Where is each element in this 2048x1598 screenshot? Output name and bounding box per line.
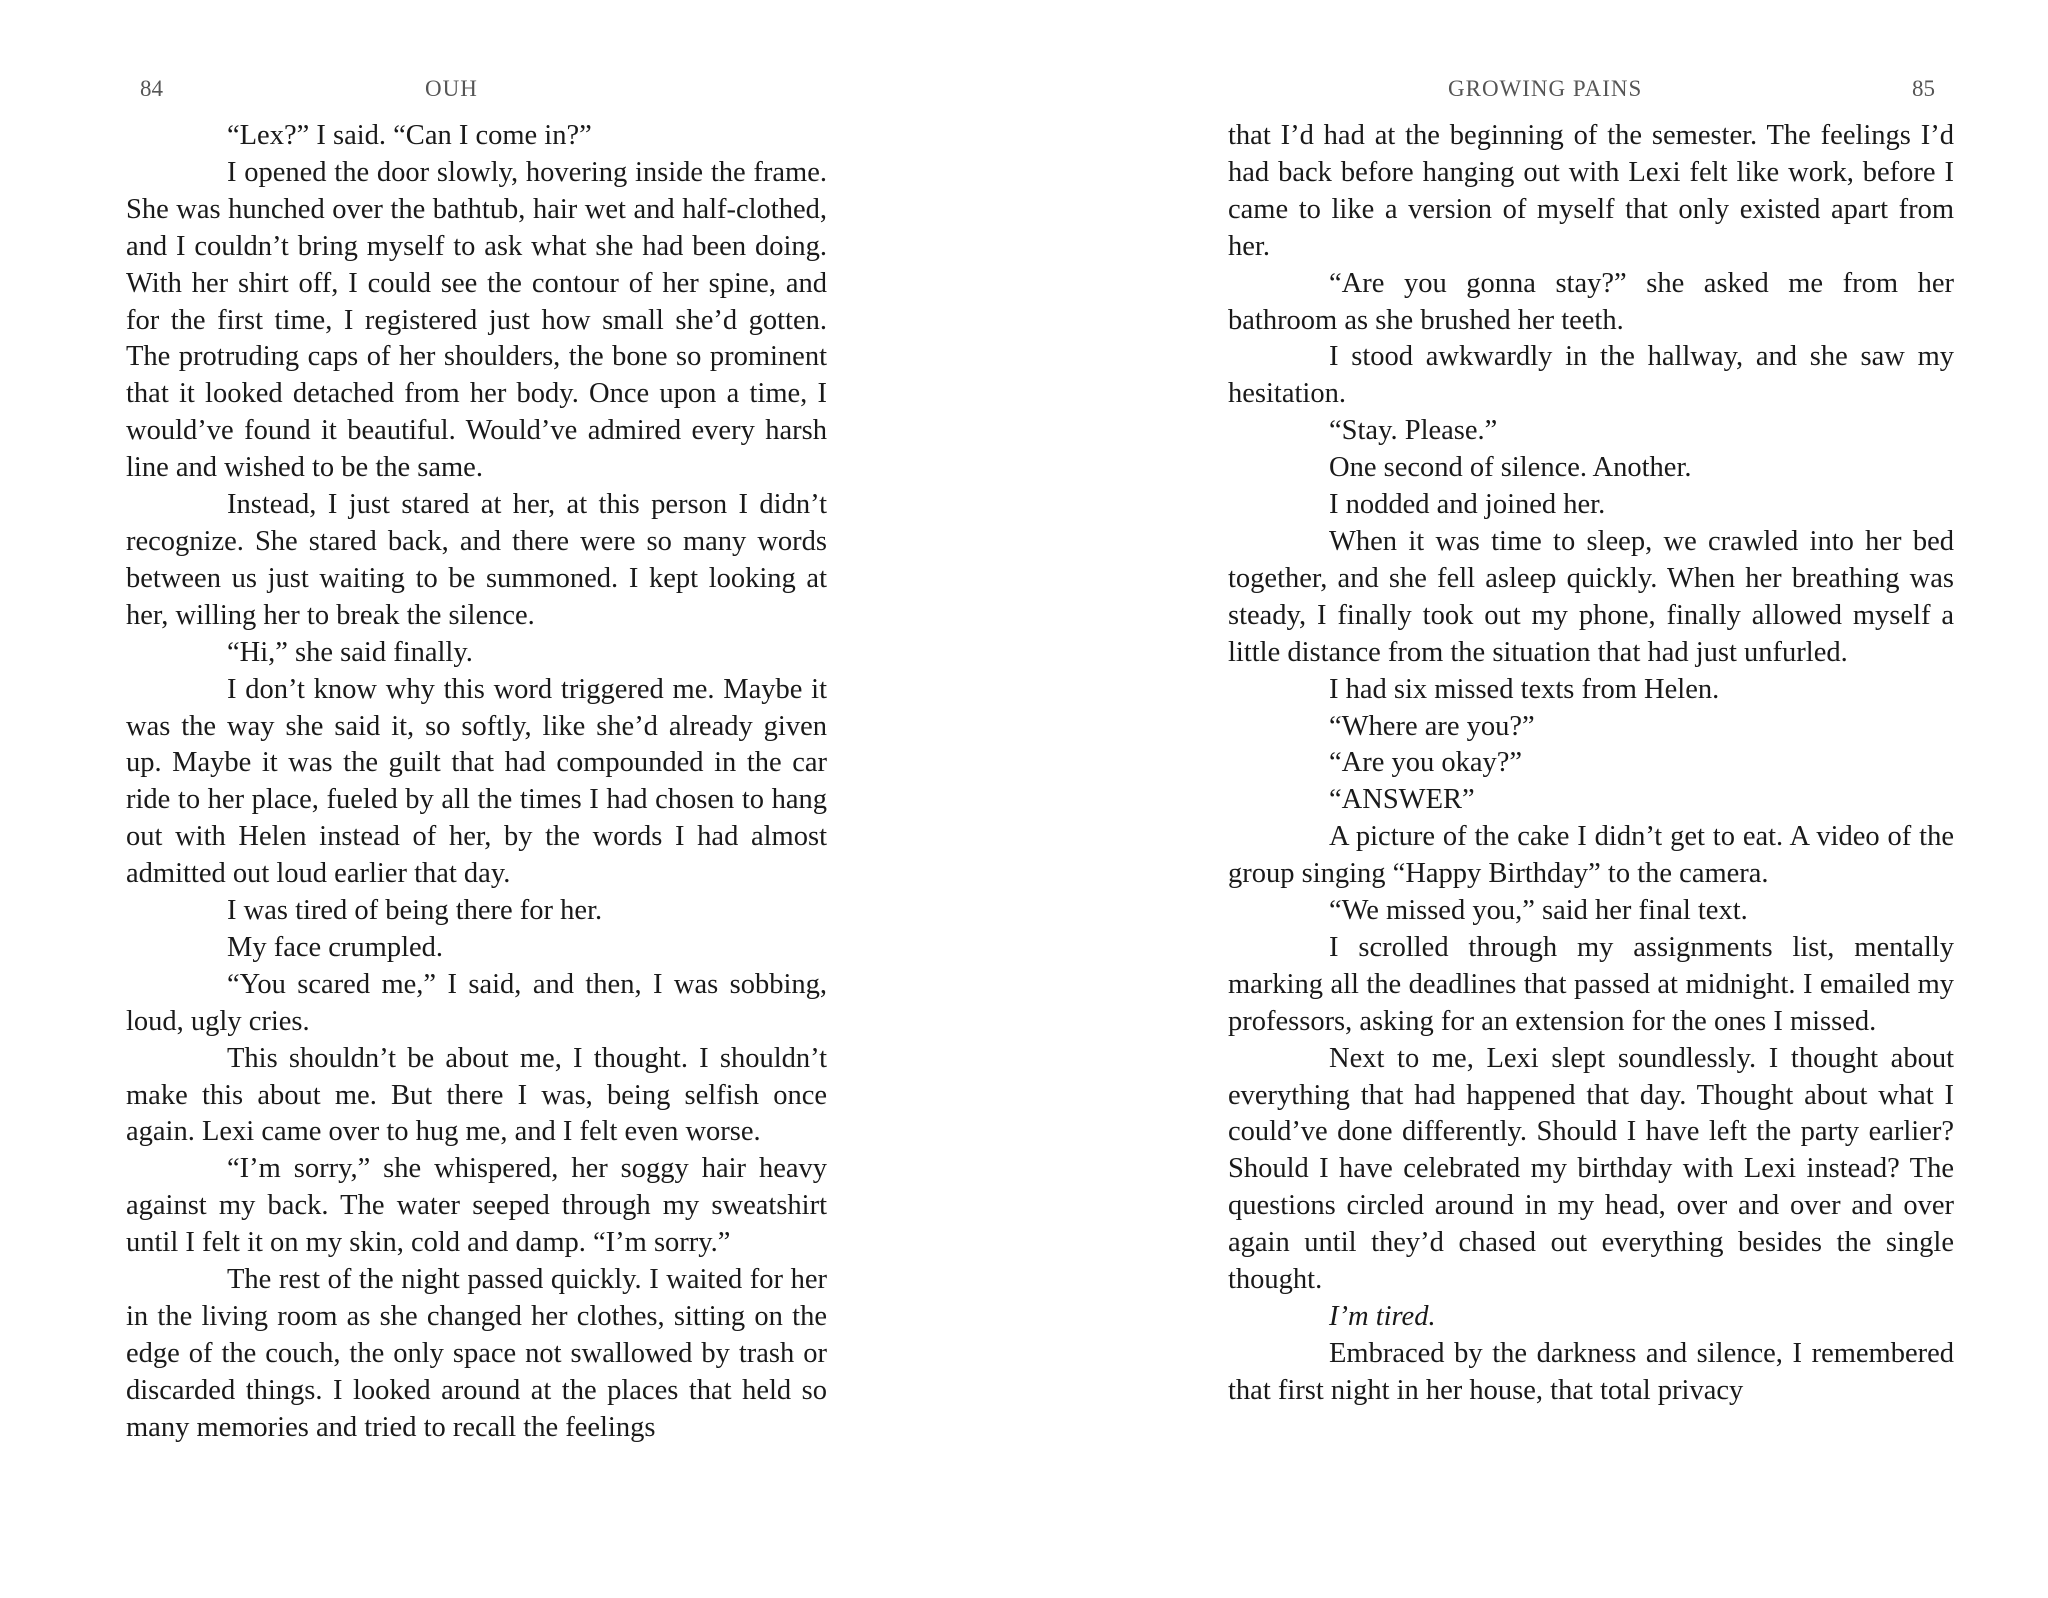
italic-thought: I’m tired. <box>1329 1301 1436 1332</box>
paragraph: “We missed you,” said her final text. <box>1329 895 1748 927</box>
paragraph: I opened the door slowly, hovering inside the frame. She was hunched over the bathtub, hair wet and half-clothed, and I couldn’t bring myself to ask what she had been doing. With her shirt off, I could see the contour of her spine, and for the first time, I registered just how small she’d gotten. The protruding caps of her shoulders, the bone so prominent that it looked detached from her body. Once upon a time, I would’ve found it beautiful. Would’ve admired every harsh line and wished to be the same. <box>126 156 827 484</box>
running-head: GROWING PAINS <box>1448 76 1643 101</box>
paragraph: “Where are you?” <box>1329 710 1535 742</box>
paragraph: When it was time to sleep, we crawled into her bed together, and she fell asleep quickly. When her breathing was steady, I finally took out my phone, finally allowed myself a little distance from the situation that had just unfurled. <box>1228 525 1954 668</box>
running-head: OUH <box>425 76 478 101</box>
paragraph: “You scared me,” I said, and then, I was sobbing, loud, ugly cries. <box>126 968 827 1037</box>
page-body <box>1228 118 1954 1410</box>
paragraph: I don’t know why this word triggered me. Maybe it was the way she said it, so softly, like she’d already given up. Maybe it was the guilt that had compounded in the car ride to her place, fueled by all the times I had chosen to hang out with Helen instead of her, by the words I had almost admitted out loud earlier that day. <box>126 673 827 890</box>
paragraph: Next to me, Lexi slept soundlessly. I thought about everything that had happened that day. Thought about what I could’ve done differently. Should I have left the party earlier? Should I have celebrated my birthday with Lexi instead? The questions circled around in my head, over and over and over again until they’d chased out everything besides the single thought. <box>1228 1042 1954 1296</box>
paragraph: One second of silence. Another. <box>1329 452 1692 484</box>
paragraph: I was tired of being there for her. <box>227 895 603 927</box>
page-number: 85 <box>1912 76 1935 101</box>
paragraph: This shouldn’t be about me, I thought. I shouldn’t make this about me. But there I was, being selfish once again. Lexi came over to hug me, and I felt even worse. <box>126 1042 827 1148</box>
paragraph: “Are you gonna stay?” she asked me from her bathroom as she brushed her teeth. <box>1228 267 1954 336</box>
continued-paragraph: that I’d had at the beginning of the semester. The feelings I’d had back before hanging out with Lexi felt like work, before I came to like a version of myself that only existed apart from her. <box>1228 120 1954 262</box>
paragraph: My face crumpled. <box>227 931 444 963</box>
paragraph: “ANSWER” <box>1329 784 1475 816</box>
paragraph: “Hi,” she said finally. <box>227 636 473 668</box>
paragraph: I stood awkwardly in the hallway, and she saw my hesitation. <box>1228 341 1954 410</box>
paragraph: I scrolled through my assignments list, mentally marking all the deadlines that passed at midnight. I emailed my professors, asking for an extension for the ones I missed. <box>1228 931 1954 1037</box>
paragraph: The rest of the night passed quickly. I waited for her in the living room as she changed her clothes, sitting on the edge of the couch, the only space not swallowed by trash or discarded things. I looked around at the places that held so many memories and tried to recall the feelings <box>126 1264 827 1443</box>
paragraph: Embraced by the darkness and silence, I remembered that first night in her house, that total privacy <box>1228 1337 1954 1406</box>
paragraph: A picture of the cake I didn’t get to eat. A video of the group singing “Happy Birthday” to the camera. <box>1228 821 1954 890</box>
paragraph: “Stay. Please.” <box>1329 415 1498 447</box>
paragraph: I had six missed texts from Helen. <box>1329 673 1720 705</box>
paragraph: I nodded and joined her. <box>1329 489 1606 521</box>
page-body <box>126 118 827 1447</box>
paragraph: “Are you okay?” <box>1329 747 1523 779</box>
right-page <box>1024 0 2048 1598</box>
page-number: 84 <box>140 76 163 101</box>
paragraph: Instead, I just stared at her, at this person I didn’t recognize. She stared back, and there were so many words between us just waiting to be summoned. I kept looking at her, willing her to break the silence. <box>126 489 827 631</box>
paragraph: “I’m sorry,” she whispered, her soggy hair heavy against my back. The water seeped through my sweatshirt until I felt it on my skin, cold and damp. “I’m sorry.” <box>126 1153 827 1259</box>
paragraph: “Lex?” I said. “Can I come in?” <box>227 120 592 151</box>
